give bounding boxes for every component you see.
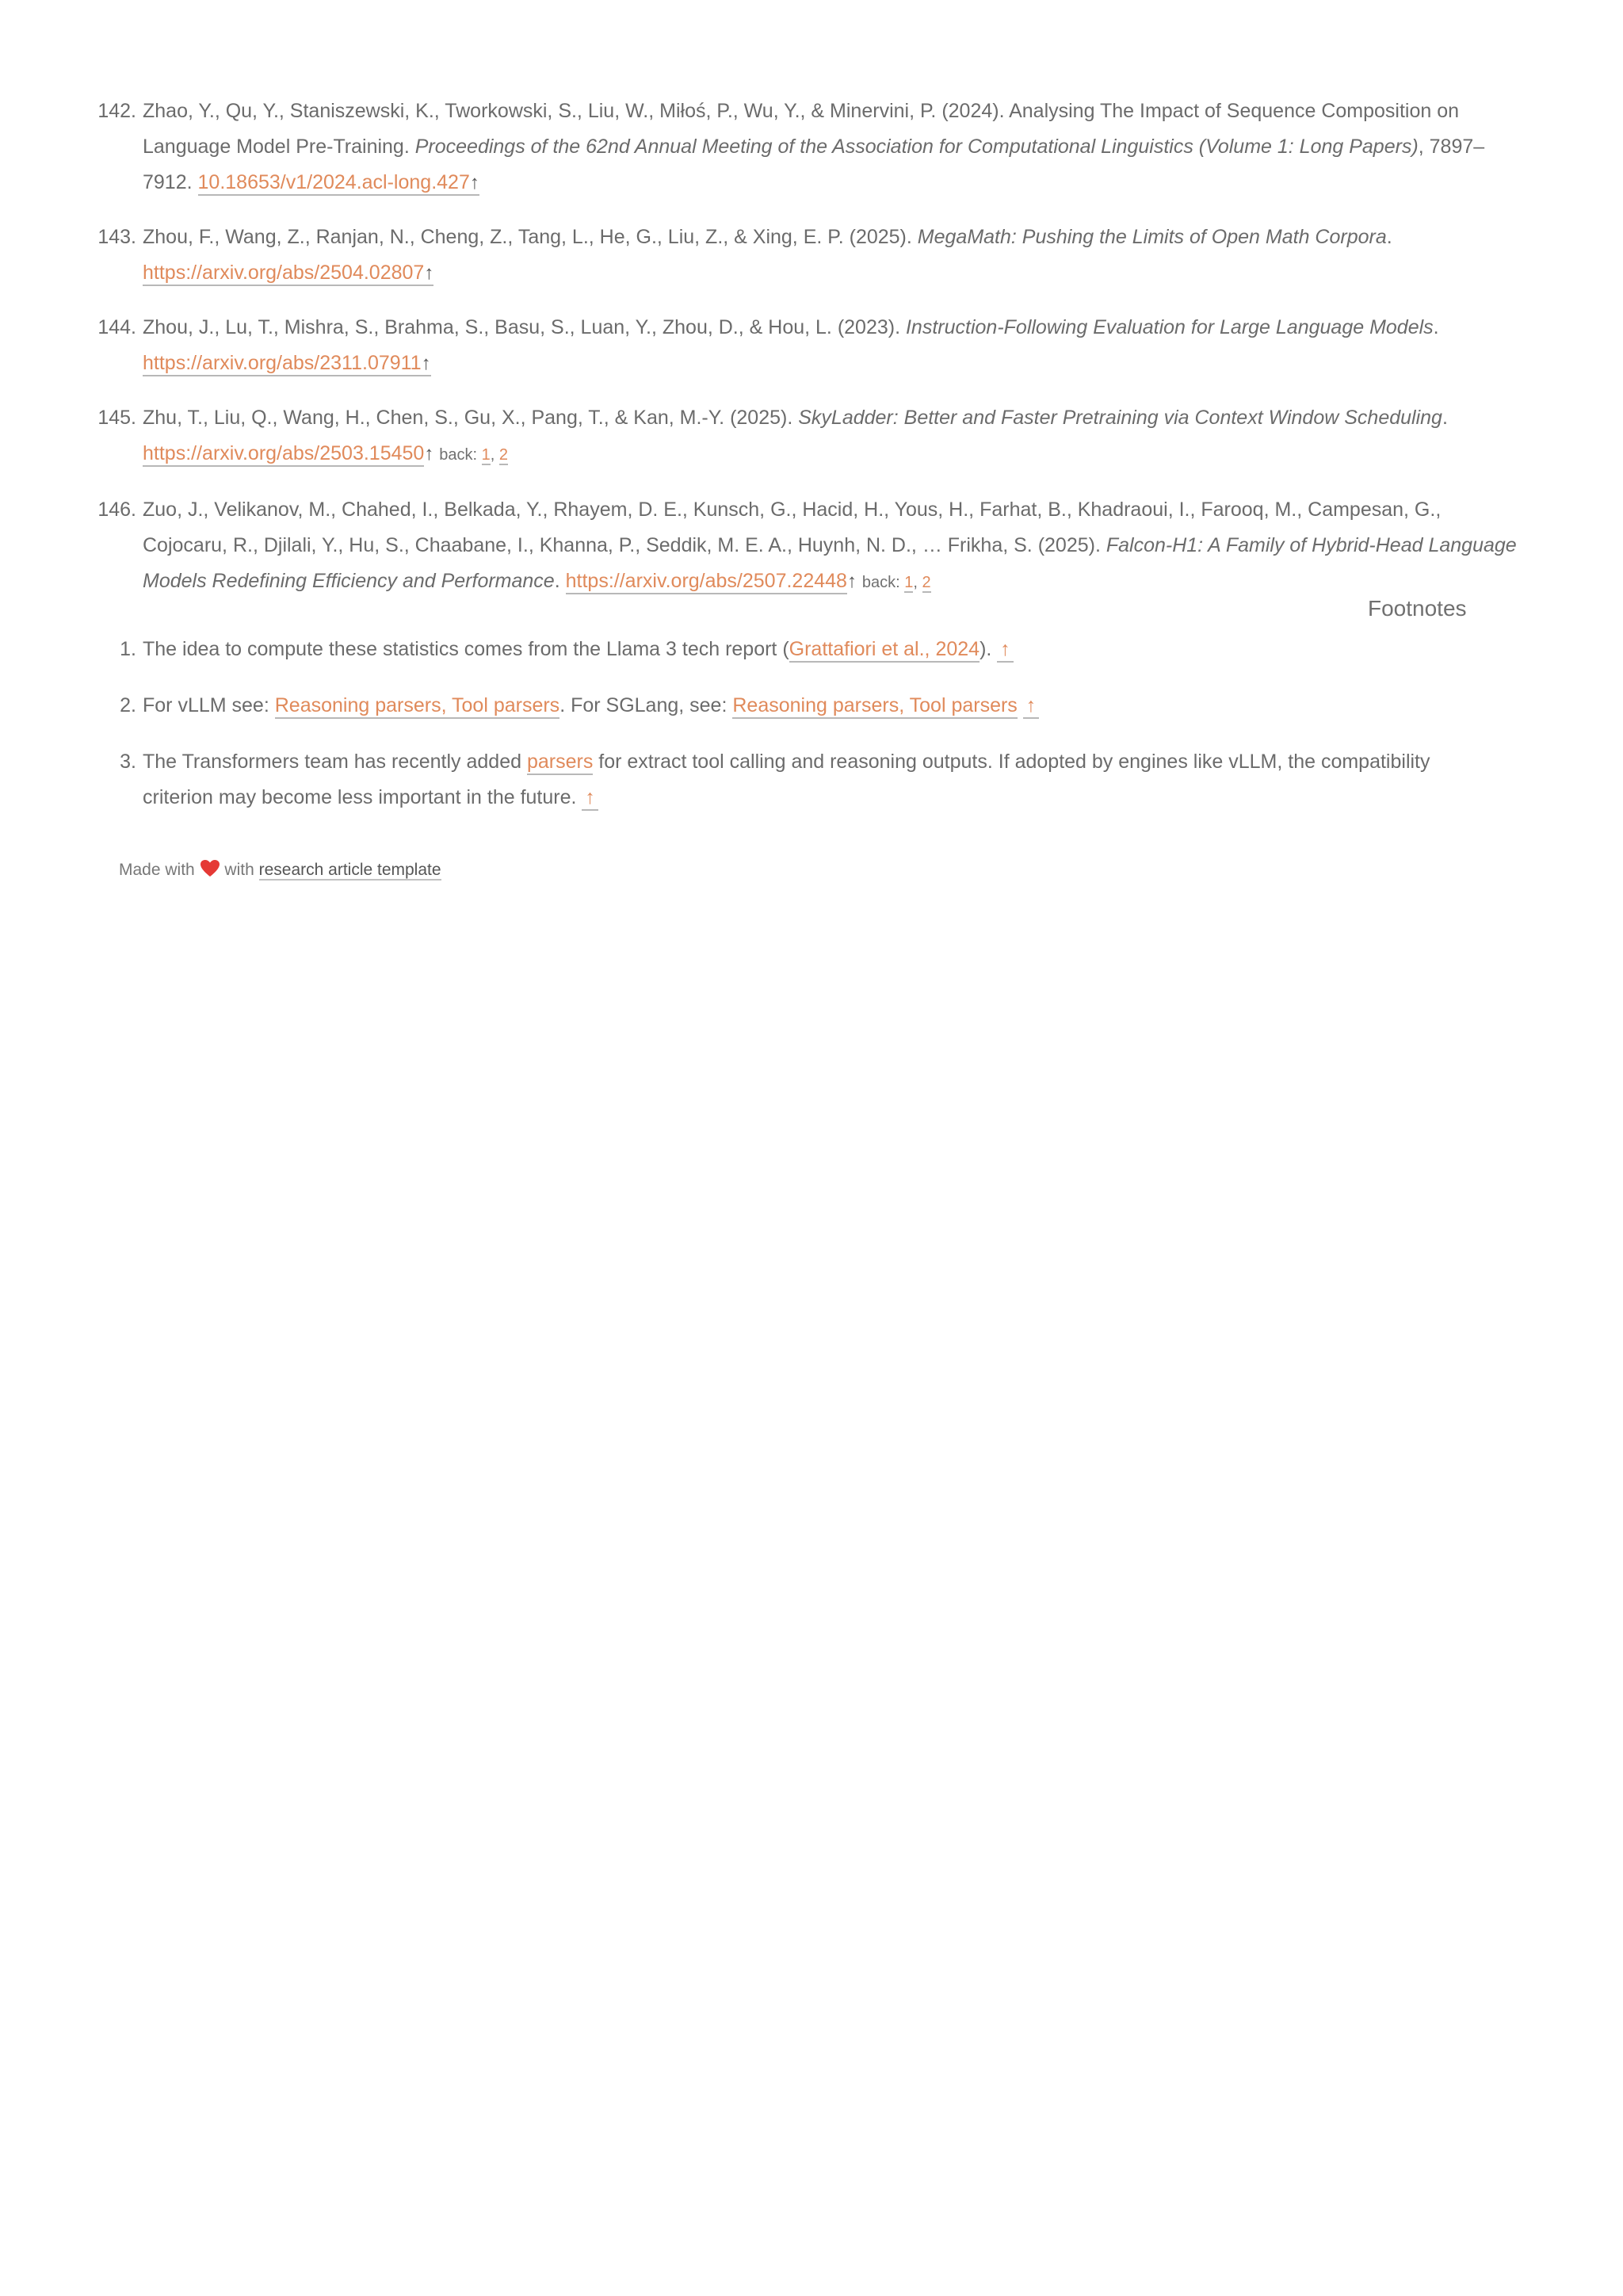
footnote-item (79, 688, 1474, 724)
footnote-number: 3. (120, 751, 136, 773)
reference-title: MegaMath: Pushing the Limits of Open Math Corpora (917, 226, 1387, 248)
footer-with-label: with (224, 861, 254, 879)
footnote-back-arrow-icon[interactable]: ↑ (997, 638, 1014, 663)
footnote-number: 2. (120, 694, 136, 716)
heart-icon (200, 859, 220, 878)
footnote-link-sglang[interactable]: Reasoning parsers, Tool parsers (732, 694, 1017, 719)
reference-text-after: , 7897–7912. (143, 136, 1485, 193)
reference-link[interactable]: https://arxiv.org/abs/2507.22448 (566, 570, 847, 594)
footnote-text: The Transformers team has recently added (143, 751, 527, 773)
reference-item (79, 492, 1522, 601)
reference-title: Instruction-Following Evaluation for Large Language Models (905, 316, 1434, 338)
footer-made-with-label: Made with (119, 861, 195, 879)
footnote-back-arrow-icon[interactable]: ↑ (1023, 694, 1040, 719)
reference-link[interactable]: 10.18653/v1/2024.acl-long.427 (198, 171, 470, 196)
reference-number: 143. (97, 226, 136, 248)
back-label: back: (861, 574, 900, 591)
reference-link[interactable]: https://arxiv.org/abs/2504.02807 (143, 262, 424, 286)
back-links: back: 1, 2 (439, 446, 509, 464)
footnote-text-after: for extract tool calling and reasoning outputs. If adopted by engines like vLLM, the compatibility criterion may become less important in the future. (143, 751, 1430, 808)
back-arrow-icon[interactable]: ↑ (470, 172, 479, 196)
footnote-link[interactable]: parsers (527, 751, 593, 775)
reference-title: Proceedings of the 62nd Annual Meeting of the Association for Computational Linguistics (Volume 1: Long Papers) (414, 136, 1419, 158)
footnote-text-after: ). (980, 638, 998, 660)
back-label: back: (439, 446, 478, 464)
footnote-number: 1. (120, 638, 136, 660)
back-arrow-icon[interactable]: ↑ (424, 262, 433, 286)
footnote-text: For vLLM see: (143, 694, 275, 716)
back-arrow-icon: ↑ (424, 443, 434, 464)
footnotes-heading: Footnotes (1368, 596, 1467, 621)
back-arrow-icon[interactable]: ↑ (422, 353, 431, 376)
footnote-item (79, 744, 1474, 816)
reference-text-after: . (1442, 407, 1448, 429)
reference-text-after: . (554, 570, 566, 592)
reference-item (79, 94, 1522, 201)
footnote-item (79, 632, 1474, 667)
reference-number: 142. (97, 100, 136, 122)
footnote-link[interactable]: Grattafiori et al., 2024 (789, 638, 980, 663)
reference-text-after: . (1386, 226, 1392, 248)
reference-number: 144. (97, 316, 136, 338)
reference-item (79, 400, 1522, 473)
references-list (79, 94, 1522, 620)
footnote-back-arrow-icon[interactable]: ↑ (582, 786, 598, 811)
back-link-1[interactable]: 1 (481, 446, 491, 464)
reference-text-after: . (1433, 316, 1439, 338)
template-link[interactable]: research article template (258, 861, 441, 879)
back-link-2[interactable]: 2 (498, 446, 509, 464)
reference-text: Zhu, T., Liu, Q., Wang, H., Chen, S., Gu, X., Pang, T., & Kan, M.-Y. (2025). (143, 407, 799, 429)
reference-text: Zhou, F., Wang, Z., Ranjan, N., Cheng, Z., Tang, L., He, G., Liu, Z., & Xing, E. P. (2025). (143, 226, 918, 248)
reference-item (79, 310, 1522, 381)
reference-item (79, 220, 1522, 291)
back-arrow-icon: ↑ (846, 571, 857, 592)
footnote-link-vllm[interactable]: Reasoning parsers, Tool parsers (275, 694, 559, 719)
reference-title: Falcon-H1: A Family of Hybrid-Head Language Models Redefining Efficiency and Performance (143, 534, 1517, 592)
reference-title: SkyLadder: Better and Faster Pretraining via Context Window Scheduling (798, 407, 1442, 429)
reference-text: Zhao, Y., Qu, Y., Staniszewski, K., Tworkowski, S., Liu, W., Miłoś, P., Wu, Y., & Minervini, P. (2024). Analysing The Impact of Sequence Composition on Language Model Pre-Training. (143, 100, 1460, 158)
reference-text: Zuo, J., Velikanov, M., Chahed, I., Belkada, Y., Rhayem, D. E., Kunsch, G., Hacid, H., Yous, H., Farhat, B., Khadraoui, I., Farooq, M., Campesan, G., Cojocaru, R., Djilali, Y., Hu, S., Chaabane, I., Khanna, P., Seddik, M. E. A., Huynh, N. D., … Frikha, S. (2025). (143, 499, 1442, 556)
footer-made-with (119, 859, 441, 880)
footnote-text-middle: . For SGLang, see: (559, 694, 733, 716)
reference-number: 146. (97, 499, 136, 521)
back-links: back: 1, 2 (861, 574, 931, 591)
reference-number: 145. (97, 407, 136, 429)
reference-link[interactable]: https://arxiv.org/abs/2311.07911 (143, 352, 422, 376)
back-link-1[interactable]: 1 (904, 574, 914, 591)
footnote-text: The idea to compute these statistics comes from the Llama 3 tech report ( (143, 638, 789, 660)
footnotes-list (79, 632, 1474, 836)
reference-text: Zhou, J., Lu, T., Mishra, S., Brahma, S., Basu, S., Luan, Y., Zhou, D., & Hou, L. (2023). (143, 316, 906, 338)
reference-link[interactable]: https://arxiv.org/abs/2503.15450 (143, 442, 424, 467)
back-link-2[interactable]: 2 (922, 574, 931, 591)
